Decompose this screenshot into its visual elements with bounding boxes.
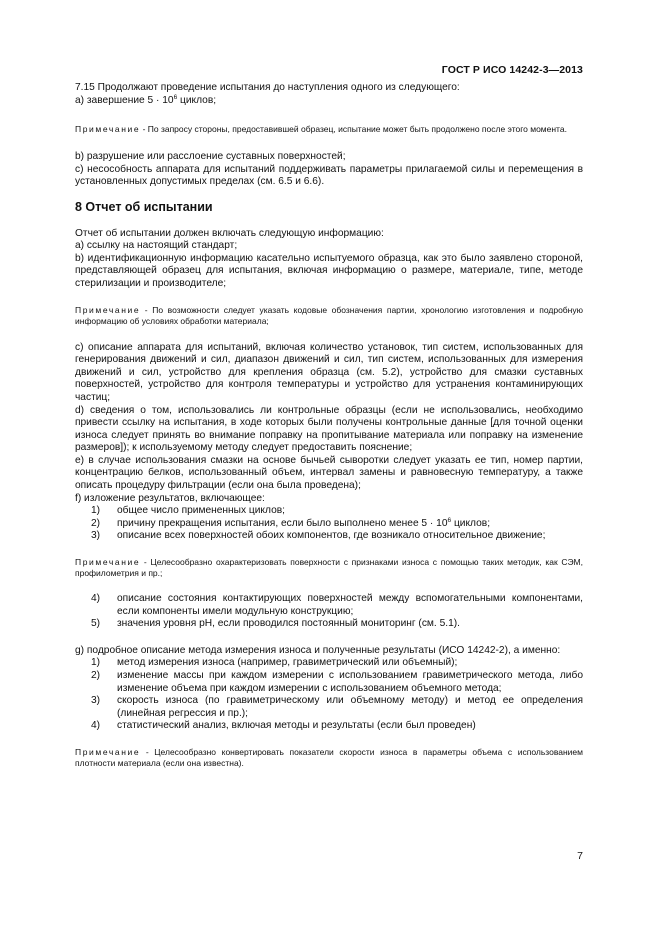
- list-text: общее число примененных циклов;: [117, 505, 285, 517]
- section-8-a: а) ссылку на настоящий стандарт;: [75, 240, 238, 252]
- note-7-15: [75, 124, 583, 135]
- exponent: 6: [173, 93, 178, 101]
- clause-7-15-a-text: а) завершение 5 · 10: [75, 94, 174, 106]
- note-label: Примечание: [75, 124, 141, 135]
- note-label: Примечание: [75, 746, 141, 757]
- section-8-c: c) описание аппарата для испытаний, включая количество установок, тип систем, использованных для генерирования движений и сил, диапазон движений и сил, тип систем, использованных для измерения движений и сил, устройство для крепления образца (см. 5.2), устройство для смазки суставных поверхностей, устройство для контроля температуры и устройство для устранения контаминирующих частиц;: [75, 341, 583, 403]
- list-number: 2): [91, 670, 101, 681]
- clause-7-15-a: [75, 95, 583, 108]
- list-number: 4): [91, 720, 101, 732]
- list-item-g3: [75, 695, 583, 720]
- list-text: изменение массы при каждом измерении с использованием гравиметрического метода, либо изменение объема при каждом измерении с использованием объемного метода;: [117, 670, 583, 694]
- list-item-g4: [75, 720, 583, 733]
- list-text-main: причину прекращения испытания, если было выполнено менее 5 · 10: [117, 517, 448, 529]
- list-number: 5): [91, 618, 101, 630]
- section-8-g: g) подробное описание метода измерения износа и полученные результаты (ИСО 14242-2), а именно:: [75, 644, 561, 656]
- document-body: [75, 82, 583, 769]
- note-text: - По запросу стороны, предоставившей образец, испытание может быть продолжено после этого момента.: [140, 124, 567, 135]
- list-text: скорость износа (по гравиметрическому или объемному методу) и метод ее определения (линейная регрессия и пр.);: [117, 695, 583, 719]
- list-text: описание состояния контактирующих поверхностей между вспомогательными компонентами, если компоненты имели модульную конструкцию;: [117, 593, 583, 617]
- note-text: - Целесообразно конвертировать показатели скорости износа в параметры объема с использованием плотности материала (если она известна).: [75, 746, 583, 768]
- list-text: значения уровня pH, если проводился постоянный мониторинг (см. 5.1).: [117, 618, 460, 630]
- list-item-f1: [75, 505, 583, 518]
- section-8-f: f) изложение результатов, включающее:: [75, 492, 265, 504]
- list-number: 4): [91, 593, 101, 605]
- note-8-2: [75, 557, 583, 579]
- section-8-title: 8 Отчет об испытании: [75, 199, 213, 214]
- clause-7-15-a-tail: циклов;: [177, 94, 217, 106]
- clause-7-15-intro: 7.15 Продолжают проведение испытания до наступления одного из следующего:: [75, 82, 460, 93]
- list-number: 2): [91, 517, 101, 529]
- note-label: Примечание: [75, 557, 141, 568]
- page-number: 7: [577, 850, 583, 862]
- list-number: 1): [91, 657, 101, 669]
- clause-7-15-b: b) разрушение или расслоение суставных поверхностей;: [75, 151, 346, 163]
- exponent: 6: [447, 516, 452, 524]
- section-8-d: d) сведения о том, использовались ли контрольные образцы (если не использовались, необходимо привести ссылку на испытания, в ходе которых были получены контрольные данные [для точной оценки износа следует принять во внимание поправку на пропитывание материала или поправку на изменение размеров]); к используемому методу следует предоставить пояснение;: [75, 404, 583, 454]
- list-item-f3: [75, 530, 583, 543]
- list-item-f4: [75, 593, 583, 618]
- list-text: [117, 518, 583, 531]
- list-number: 3): [91, 530, 101, 542]
- list-item-g2: [75, 670, 583, 695]
- section-8-e: е) в случае использования смазки на основе бычьей сыворотки следует указать ее тип, номер партии, концентрацию белков, использованный объем, интервал замены и равновесную температуру, а также описать процедуру фильтрации (если она была проведена);: [75, 454, 583, 492]
- list-number: 3): [91, 695, 101, 707]
- list-item-g1: [75, 657, 583, 670]
- note-label: Примечание: [75, 304, 141, 315]
- list-number: 1): [91, 505, 101, 517]
- list-text: описание всех поверхностей обоих компонентов, где возникало относительное движение;: [117, 530, 546, 542]
- note-8-1: [75, 305, 583, 327]
- note-text: - Целесообразно охарактеризовать поверхности с признаками износа с помощью таких методик, как СЭМ, профилометрия и пр.;: [75, 557, 583, 579]
- note-8-3: [75, 747, 583, 769]
- note-text: - По возможности следует указать кодовые обозначения партии, хронологию изготовления и подробную информацию об условиях обработки материала;: [75, 304, 583, 326]
- list-item-f5: [75, 618, 583, 631]
- section-8-b: b) идентификационную информацию касательно испытуемого образца, как это было заявлено стороной, представляющей образец для испытания, включая информацию о размере, материале, типе, методе стерилизации и производителе;: [75, 252, 583, 289]
- section-8-intro: Отчет об испытании должен включать следующую информацию:: [75, 227, 384, 239]
- standard-code-header: ГОСТ Р ИСО 14242-3—2013: [441, 64, 583, 76]
- list-text: метод измерения износа (например, гравиметрический или объемный);: [117, 657, 458, 669]
- list-text: статистический анализ, включая методы и результаты (если был проведен): [117, 720, 476, 732]
- clause-7-15-c: c) несособность аппарата для испытаний поддерживать параметры прилагаемой силы и перемещения в установленных допустимых пределах (см. 6.5 и 6.6).: [75, 163, 583, 188]
- list-text-tail: циклов;: [451, 517, 491, 529]
- list-item-f2: [75, 518, 583, 531]
